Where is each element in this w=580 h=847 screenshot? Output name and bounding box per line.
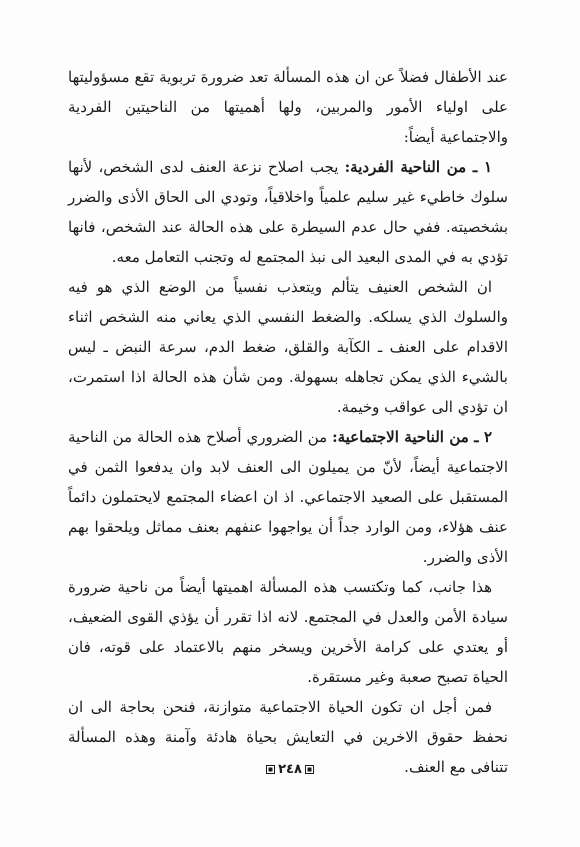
section-heading-social: ٢ ـ من الناحية الاجتماعية:: [332, 428, 492, 446]
page-number: ٢٤٨: [278, 762, 302, 777]
paragraph-intro: [68, 62, 508, 152]
paragraph-individual-aspect: [68, 152, 508, 272]
square-ornament-icon: [266, 765, 275, 774]
section-heading-individual: ١ ـ من الناحية الفردية:: [344, 158, 493, 176]
square-ornament-icon: [305, 765, 314, 774]
paragraph-security-justice: [68, 572, 508, 692]
body-text: [68, 62, 508, 782]
paragraph-text: من الضروري أصلاح هذه الحالة من الناحية الاجتماعية أيضاً، لأنّ من يميلون الى العنف لابد وان يدفعوا الثمن في المستقبل على الصعيد الاجتماعي. اذ ان اعضاء المجتمع لايحتملون دائماً عنف هؤلاء، ومن الوارد جداً أن يواجهوا عنفهم بعنف مماثل ويلحقوا بهم الأذى والضرر.: [68, 428, 508, 566]
paragraph-text: عند الأطفال فضلاً عن ان هذه المسألة تعد ضرورة تربوية تقع مسؤوليتها على اولياء الأمور والمربين، ولها أهميتها من الناحيتين الفردية والاجتماعية أيضاً:: [68, 68, 508, 146]
paragraph-text: ان الشخص العنيف يتألم ويتعذب نفسياً من الوضع الذي هو فيه والسلوك الذي يسلكه. والضغط النفسي الذي يعاني منه الشخص اثناء الاقدام على العنف ـ الكآبة والقلق، ضغط الدم، سرعة النبض ـ ليس بالشيء الذي يمكن تجاهله بسهولة. ومن شأن هذه الحالة اذا استمرت، ان تؤدي الى عواقب وخيمة.: [68, 278, 508, 416]
paragraph-text: هذا جانب، كما وتكتسب هذه المسألة اهميتها أيضاً من ناحية ضرورة سيادة الأمن والعدل في المجتمع. لانه اذا تقرر أن يؤذي القوى الضعيف، أو يعتدي على كرامة الأخرين ويسخر منهم بالاعتماد على قوته، فان الحياة تصبح صعبة وغير مستقرة.: [68, 578, 508, 686]
page-number-footer: [0, 762, 580, 777]
paragraph-psychological-effects: [68, 272, 508, 422]
paragraph-text: يجب اصلاح نزعة العنف لدى الشخص، لأنها سلوك خاطيء غير سليم علمياً واخلاقياً، وتودي الى الحاق الأذى والضرر بشخصيته. ففي حال عدم السيطرة على هذه الحالة عند الشخص، فانها تؤدي به في المدى البعيد الى نبذ المجتمع له وتجنب التعامل معه.: [68, 158, 508, 266]
paragraph-text: فمن أجل ان تكون الحياة الاجتماعية متوازنة، فنحن بحاجة الى ان نحفظ حقوق الاخرين في التعايش بحياة هادئة وآمنة وهذه المسألة تتنافى مع العنف.: [68, 698, 508, 776]
paragraph-social-aspect: [68, 422, 508, 572]
